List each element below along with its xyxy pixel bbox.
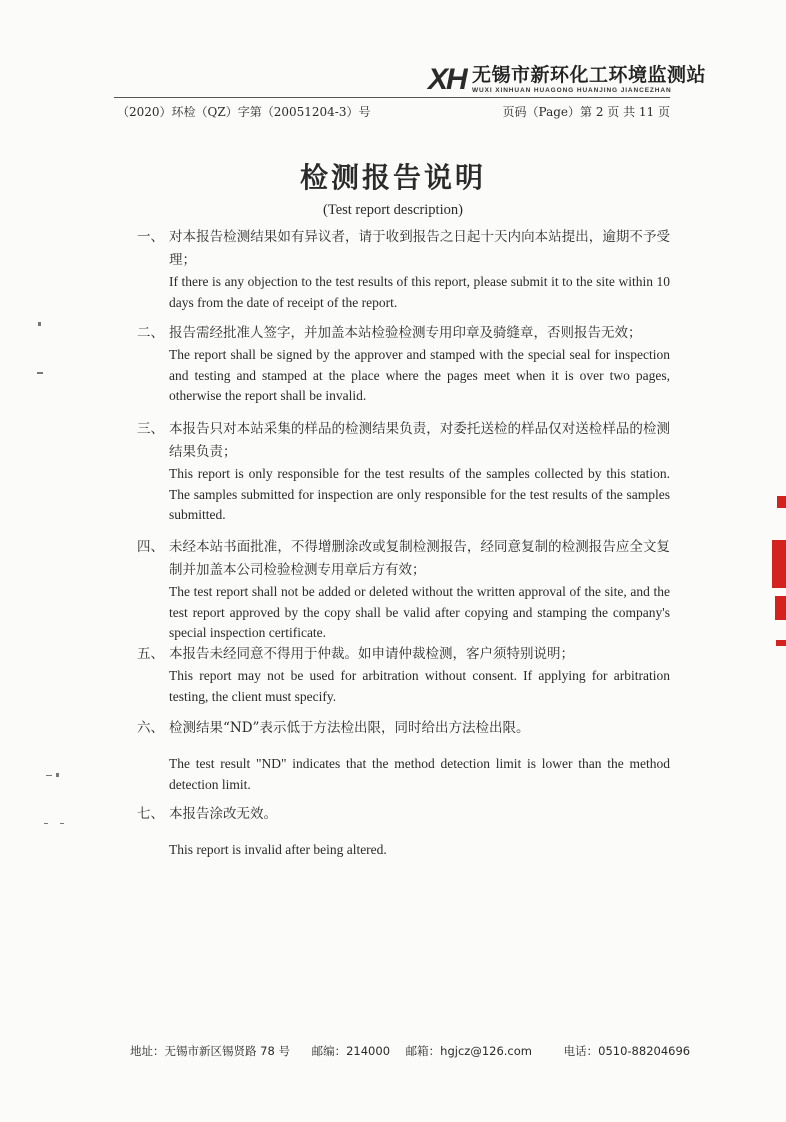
item-text-en: The test report shall not be added or deleted without the written approval of the site, and the test report approved by the copy shall be valid after copying and stamping the company's special inspection certificate. [169, 584, 670, 640]
seal-fragment [772, 540, 786, 588]
footer [130, 1043, 690, 1059]
footer-address: 地址：无锡市新区锡贤路 78 号 [130, 1044, 290, 1058]
seal-fragment [775, 596, 786, 620]
item-number: 六、 [137, 720, 164, 736]
item-text-cn: 报告需经批准人签字，并加盖本站检验检测专用印章及骑缝章，否则报告无效； [169, 325, 642, 341]
item-text-cn: 本报告涂改无效。 [169, 806, 277, 822]
item-text-en: This report is invalid after being altered. [169, 842, 387, 857]
scan-speck [56, 773, 59, 777]
header-rule [114, 97, 670, 98]
item-number: 七、 [137, 806, 164, 822]
footer-postcode: 邮编：214000 [311, 1044, 391, 1058]
item-number: 二、 [137, 325, 164, 341]
item-text-cn: 未经本站书面批准，不得增删涂改或复制检测报告，经同意复制的检测报告应全文复制并加盖本公司检验检测专用章后方有效； [169, 539, 670, 578]
item-text-cn: 检测结果“ND”表示低于方法检出限，同时给出方法检出限。 [169, 720, 530, 736]
logo-mark: XH [428, 63, 466, 96]
item-number: 五、 [137, 646, 164, 662]
item-text-en: If there is any objection to the test results of this report, please submit it to the site within 10 days from the date of receipt of the report. [169, 274, 670, 310]
page-subtitle: (Test report description) [323, 202, 463, 218]
item-number: 一、 [137, 229, 164, 245]
scan-speck [38, 322, 41, 326]
seal-fragment [777, 496, 786, 508]
seal-fragment [776, 640, 786, 646]
page-info: 页码（Page）第 2 页 共 11 页 [502, 105, 670, 119]
footer-phone: 电话：0510-88204696 [563, 1044, 691, 1058]
footer-email: 邮箱：hgjcz@126.com [405, 1044, 532, 1058]
scan-speck [46, 775, 52, 776]
item-number: 四、 [137, 539, 164, 555]
item-text-cn: 对本报告检测结果如有异议者，请于收到报告之日起十天内向本站提出，逾期不予受理； [169, 229, 670, 268]
item-text-en: This report is only responsible for the test results of the samples collected by this station. The samples submitted for inspection are only responsible for the test results of the samples submitted. [169, 466, 670, 522]
organization-name: 无锡市新环化工环境监测站 [472, 64, 707, 86]
item-text-cn: 本报告未经同意不得用于仲裁。如申请仲裁检测，客户须特别说明； [169, 646, 574, 662]
item-number: 三、 [137, 421, 164, 437]
item-text-en: The report shall be signed by the approver and stamped with the special seal for inspection and testing and stamped at the place where the pages meet when it is over two pages, otherwise the report shall be invalid. [169, 347, 670, 403]
page-title: 检测报告说明 [299, 161, 486, 194]
scan-speck [37, 372, 43, 374]
item-text-cn: 本报告只对本站采集的样品的检测结果负责，对委托送检的样品仅对送检样品的检测结果负责； [169, 421, 670, 460]
item-text-en: This report may not be used for arbitration without consent. If applying for arbitration testing, the client must specify. [169, 668, 670, 704]
scan-speck [60, 823, 64, 824]
item-text-en: The test result "ND" indicates that the method detection limit is lower than the method detection limit. [169, 756, 670, 792]
report-number: （2020）环检（QZ）字第（20051204-3）号 [117, 105, 371, 119]
organization-name-en: WUXI XINHUAN HUAGONG HUANJING JIANCEZHAN [472, 87, 672, 94]
scan-speck [44, 823, 48, 824]
